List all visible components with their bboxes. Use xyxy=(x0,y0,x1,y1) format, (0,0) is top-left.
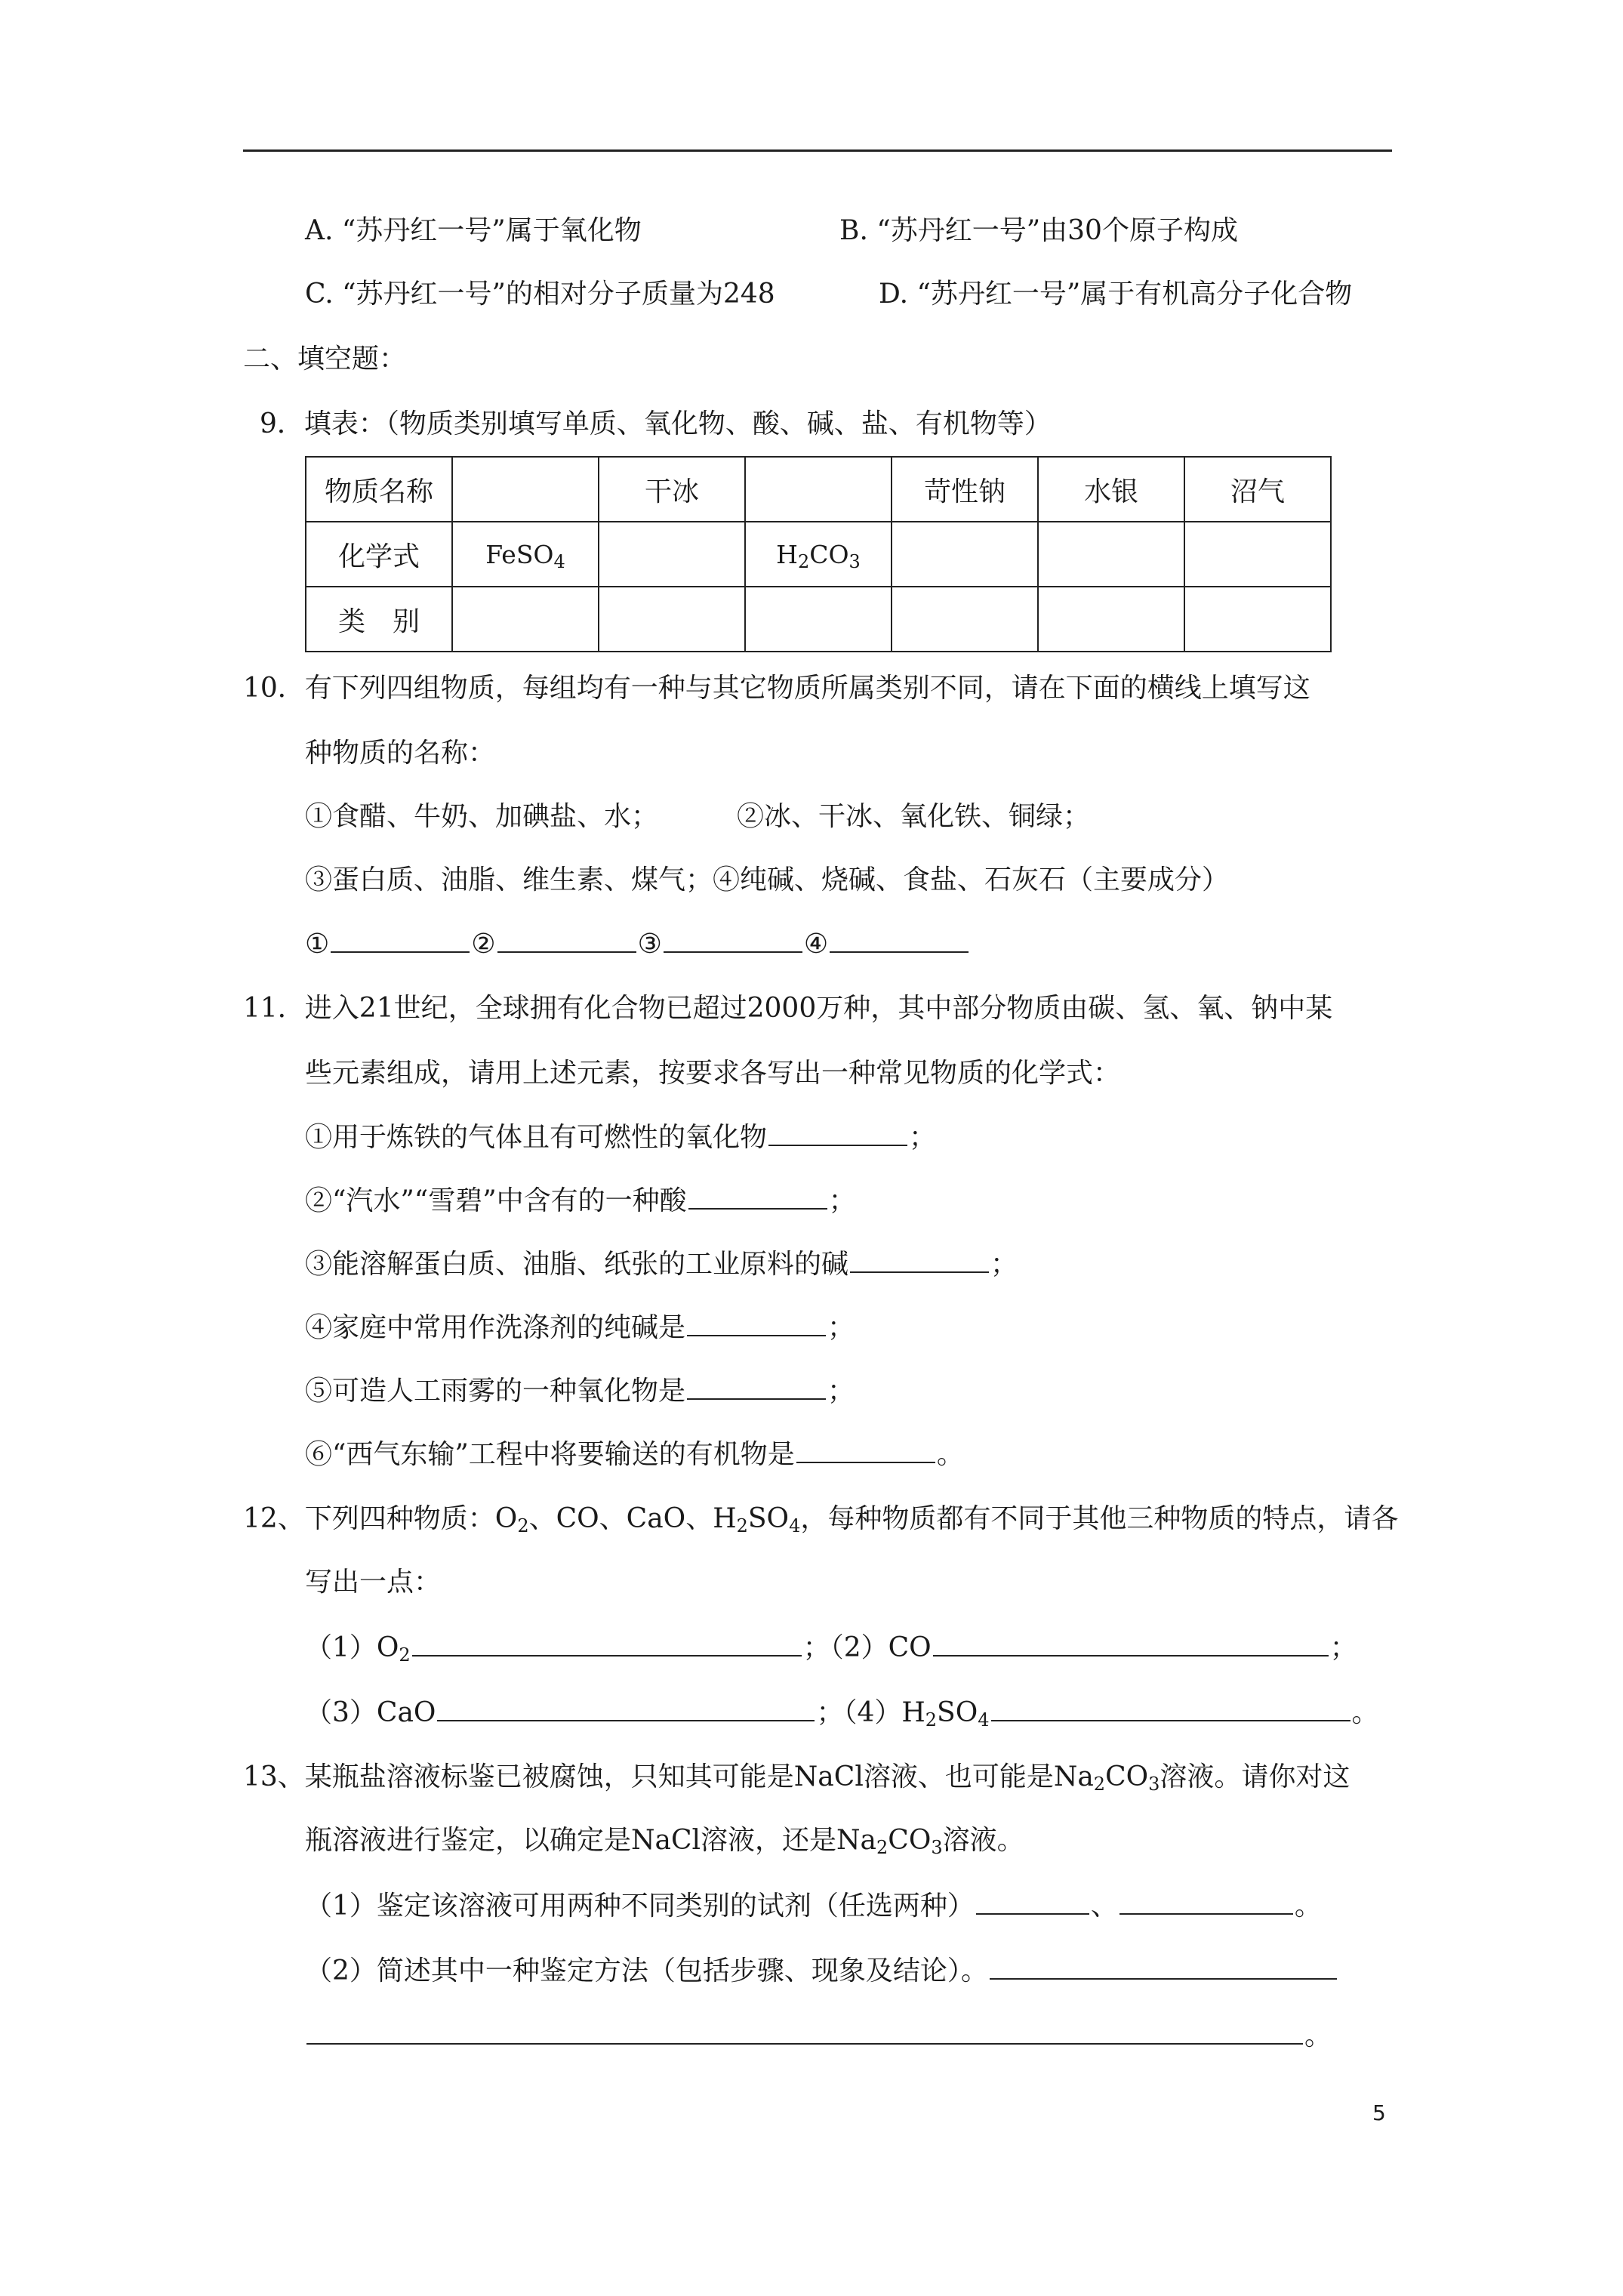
item-text: ②“汽水”“雪碧”中含有的一种酸 xyxy=(305,1185,687,1216)
answer-blank[interactable] xyxy=(687,1373,826,1400)
item-text: （2）简述其中一种鉴定方法（包括步骤、现象及结论）。 xyxy=(305,1955,988,1986)
answer-blank[interactable] xyxy=(687,1309,826,1336)
section-title: 二、填空题： xyxy=(243,344,407,374)
q10-group2: ②冰、干冰、氧化铁、铜绿； xyxy=(737,801,1091,832)
subscript: 2 xyxy=(1093,1774,1106,1795)
q13-answer-line xyxy=(305,2017,1332,2054)
subscript: 2 xyxy=(876,1837,888,1858)
answer-blank[interactable] xyxy=(768,1119,907,1146)
subscript: 2 xyxy=(517,1515,529,1536)
row-header-category: 类 别 xyxy=(306,587,452,652)
answer-blank[interactable] xyxy=(437,1694,815,1721)
punct: ； xyxy=(802,1632,830,1663)
table-cell[interactable] xyxy=(892,587,1038,652)
q11-item4 xyxy=(305,1309,855,1346)
q12-row2 xyxy=(305,1694,1379,1731)
subscript: 3 xyxy=(848,550,861,572)
punct: 。 xyxy=(1304,2020,1332,2051)
table-cell: 干冰 xyxy=(599,457,745,522)
choice-a: A. “苏丹红一号”属于氧化物 xyxy=(305,215,642,246)
answer-blank[interactable] xyxy=(497,926,636,953)
answer-blank[interactable] xyxy=(990,1952,1337,1980)
table-cell xyxy=(745,457,892,522)
punct: ； xyxy=(827,1376,855,1407)
text: ，每种物质都有不同于其他三种物质的特点，请各 xyxy=(800,1503,1399,1534)
mark: ① xyxy=(305,929,330,960)
q13-sub2 xyxy=(305,1952,1338,1989)
text: CO xyxy=(1105,1761,1149,1792)
item-text: ⑥“西气东输”工程中将要输送的有机物是 xyxy=(305,1439,795,1470)
table-cell[interactable] xyxy=(452,587,599,652)
subscript: 2 xyxy=(399,1644,411,1666)
item-label: SO xyxy=(937,1697,978,1728)
formula-text: FeSO xyxy=(485,539,554,569)
punct: ； xyxy=(1329,1632,1357,1663)
subscript: 4 xyxy=(553,550,565,572)
q11-item6 xyxy=(305,1436,964,1473)
mark: ② xyxy=(471,929,496,960)
item-label: （1）O xyxy=(305,1632,399,1663)
text: 12、下列四种物质：O xyxy=(243,1503,518,1534)
q10-group1: ①食醋、牛奶、加碘盐、水； xyxy=(305,801,659,832)
table-cell: 苛性钠 xyxy=(892,457,1038,522)
table-cell[interactable] xyxy=(1038,587,1184,652)
subscript: 3 xyxy=(931,1837,943,1858)
table-cell: 水银 xyxy=(1038,457,1184,522)
table-cell[interactable] xyxy=(1184,522,1331,587)
q12-row1 xyxy=(305,1629,1357,1666)
text: CO xyxy=(888,1825,932,1856)
q11-line2: 些元素组成，请用上述元素，按要求各写出一种常见物质的化学式： xyxy=(305,1058,1121,1089)
answer-blank[interactable] xyxy=(688,1182,827,1210)
answer-blank[interactable] xyxy=(850,1246,989,1273)
item-text: ⑤可造人工雨雾的一种氧化物是 xyxy=(305,1376,686,1407)
q11-item2 xyxy=(305,1182,856,1219)
choice-c: C. “苏丹红一号”的相对分子质量为248 xyxy=(305,279,775,310)
subscript: 2 xyxy=(925,1709,938,1730)
formula-cell xyxy=(745,522,892,587)
answer-blank[interactable] xyxy=(976,1888,1089,1915)
item-text: ③能溶解蛋白质、油脂、纸张的工业原料的碱 xyxy=(305,1249,849,1280)
text: 瓶溶液进行鉴定，以确定是NaCl溶液，还是Na xyxy=(305,1825,876,1856)
table-row xyxy=(306,457,1331,522)
formula-text: CO xyxy=(809,539,849,569)
answer-blank[interactable] xyxy=(830,926,969,953)
punct: 、 xyxy=(1090,1891,1118,1922)
punct: 。 xyxy=(1294,1891,1322,1922)
answer-blank[interactable] xyxy=(664,926,802,953)
q11-item3 xyxy=(305,1246,1018,1283)
item-label: （2）CO xyxy=(830,1632,932,1663)
q10-answer-row xyxy=(305,926,970,963)
table-cell[interactable] xyxy=(745,587,892,652)
row-header-formula: 化学式 xyxy=(306,522,452,587)
table-cell[interactable] xyxy=(599,522,745,587)
mark: ③ xyxy=(637,929,662,960)
choice-d: D. “苏丹红一号”属于有机高分子化合物 xyxy=(879,279,1353,310)
q12-line1 xyxy=(243,1501,1398,1537)
q10-group34: ③蛋白质、油脂、维生素、煤气；④纯碱、烧碱、食盐、石灰石（主要成分） xyxy=(305,864,1230,895)
punct: 。 xyxy=(936,1439,964,1470)
table-row xyxy=(306,522,1331,587)
q9-table xyxy=(305,456,1332,652)
mark: ④ xyxy=(803,929,829,960)
subscript: 2 xyxy=(797,550,810,572)
table-cell[interactable] xyxy=(1038,522,1184,587)
q10-line2: 种物质的名称： xyxy=(305,738,496,769)
q11-item1 xyxy=(305,1119,936,1156)
answer-blank[interactable] xyxy=(933,1629,1329,1657)
punct: ； xyxy=(828,1185,856,1216)
text: 溶液。请你对这 xyxy=(1160,1761,1350,1792)
table-cell[interactable] xyxy=(892,522,1038,587)
punct: ； xyxy=(816,1697,844,1728)
answer-blank[interactable] xyxy=(331,926,470,953)
text: 溶液。 xyxy=(942,1825,1024,1856)
subscript: 3 xyxy=(1148,1774,1160,1795)
q13-line2 xyxy=(305,1823,1024,1859)
q12-line2: 写出一点： xyxy=(305,1567,442,1598)
table-cell[interactable] xyxy=(1184,587,1331,652)
answer-blank[interactable] xyxy=(412,1629,802,1657)
q13-sub1 xyxy=(305,1888,1322,1925)
row-header-name: 物质名称 xyxy=(306,457,452,522)
item-label: （4）H xyxy=(843,1697,925,1728)
q11-item5 xyxy=(305,1373,855,1410)
punct: ； xyxy=(827,1312,855,1343)
item-text: ①用于炼铁的气体且有可燃性的氧化物 xyxy=(305,1122,768,1153)
item-label: （3）CaO xyxy=(305,1697,436,1728)
q9-stem: 9．填表：（物质类别填写单质、氧化物、酸、碱、盐、有机物等） xyxy=(260,408,1052,439)
text: 13、某瓶盐溶液标鉴已被腐蚀，只知其可能是NaCl溶液、也可能是Na xyxy=(243,1761,1094,1792)
header-rule xyxy=(243,149,1392,152)
table-cell xyxy=(452,457,599,522)
q13-line1 xyxy=(243,1759,1350,1795)
punct: ； xyxy=(990,1249,1018,1280)
text: 、CO、CaO、H xyxy=(528,1503,737,1534)
item-text: ④家庭中常用作洗涤剂的纯碱是 xyxy=(305,1312,686,1343)
subscript: 4 xyxy=(978,1709,990,1730)
table-cell: 沼气 xyxy=(1184,457,1331,522)
table-cell[interactable] xyxy=(599,587,745,652)
choice-b: B. “苏丹红一号”由30个原子构成 xyxy=(839,215,1238,246)
item-text: （1）鉴定该溶液可用两种不同类别的试剂（任选两种） xyxy=(305,1891,975,1922)
subscript: 4 xyxy=(789,1515,801,1536)
formula-text: H xyxy=(776,539,798,569)
formula-cell xyxy=(452,522,599,587)
q10-line1: 10．有下列四组物质，每组均有一种与其它物质所属类别不同，请在下面的横线上填写这 xyxy=(243,673,1310,704)
table-row xyxy=(306,587,1331,652)
punct: ； xyxy=(909,1122,937,1153)
text: SO xyxy=(747,1503,790,1534)
page-number: 5 xyxy=(1372,2100,1386,2125)
answer-blank[interactable] xyxy=(991,1694,1350,1721)
answer-blank[interactable] xyxy=(1119,1888,1293,1915)
q11-line1: 11．进入21世纪，全球拥有化合物已超过2000万种，其中部分物质由碳、氢、氧、钠中某 xyxy=(243,993,1333,1024)
answer-blank[interactable] xyxy=(306,2017,1303,2045)
answer-blank[interactable] xyxy=(796,1436,935,1463)
punct: 。 xyxy=(1351,1697,1379,1728)
subscript: 2 xyxy=(736,1515,748,1536)
